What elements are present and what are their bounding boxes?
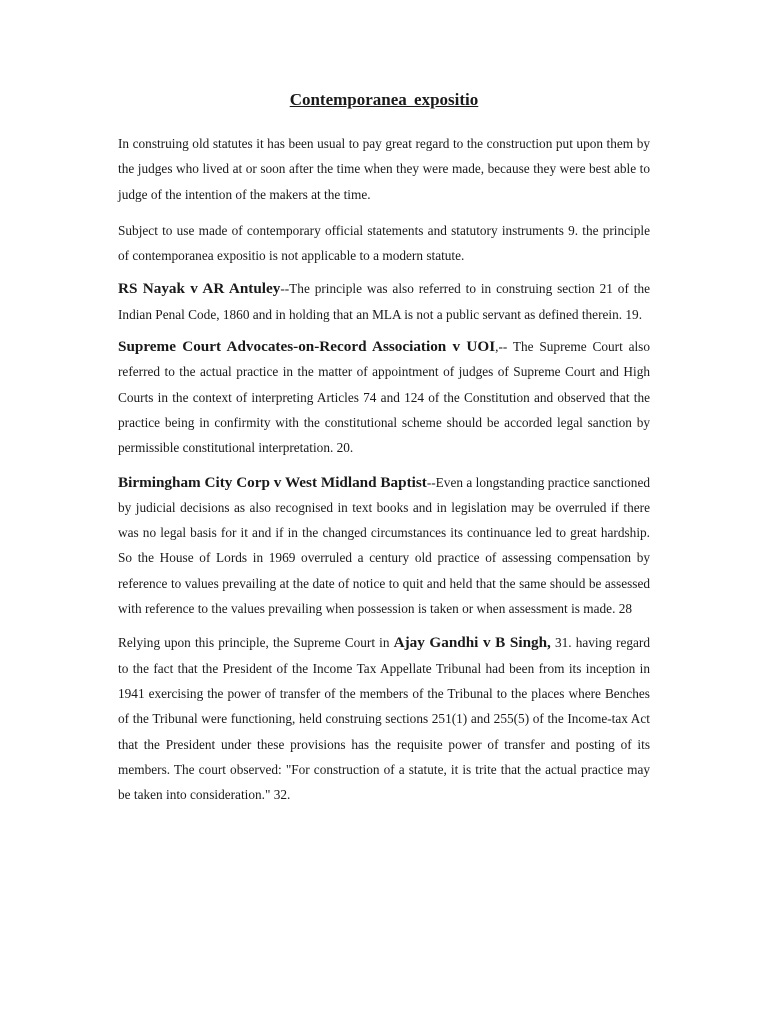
paragraph-case-ajay-gandhi [118, 630, 650, 807]
paragraph-text: 31. having regard to the fact that the President of the Income Tax Appellate Tribunal had been from its inception in 1941 exercising the power of transfer of the members of the Tribunal to the places where Benches of the Tribunal were functioning, held construing sections 251(1) and 255(5) of the Income-tax Act that the President under these provisions has the requisite power of transfer and posting of its members. The court observed: "For construction of a statute, it is trite that the actual practice may be taken into consideration." 32. [118, 635, 650, 803]
paragraph-intro [118, 131, 650, 207]
case-name: Supreme Court Advocates-on-Record Association v UOI [118, 338, 496, 356]
paragraph-case-birmingham [118, 470, 650, 622]
paragraph-case-nayak [118, 276, 650, 327]
paragraph-case-advocates [118, 334, 650, 460]
paragraph-text: Subject to use made of contemporary official statements and statutory instruments 9. the principle of contemporanea expositio is not applicable to a modern statute. [118, 222, 650, 264]
paragraph-lead: Relying upon this principle, the Supreme Court in [118, 635, 394, 651]
paragraph-text: --Even a longstanding practice sanctioned by judicial decisions as also recognised in text books and in legislation may be overruled if there was no legal basis for it and if in the changed circumstances its continuance led to great hardship. So the House of Lords in 1969 overruled a century old practice of assessing compensation by reference to values prevailing at the date of notice to quit and held that the same should be assessed with reference to the values prevailing when possession is taken or when assessment is made. 28 [118, 474, 651, 617]
paragraph-text: In construing old statutes it has been usual to pay great regard to the construction put upon them by the judges who lived at or soon after the time when they were made, because they were best able to judge of the intention of the makers at the time. [118, 136, 650, 202]
case-name: RS Nayak v AR Antuley [118, 280, 281, 298]
case-name: Birmingham City Corp v West Midland Baptist [118, 473, 427, 491]
paragraph-subject [118, 218, 650, 269]
page-title: Contemporanea expositio [289, 90, 479, 109]
paragraph-text: --The principle was also referred to in construing section 21 of the Indian Penal Code, 1860 and in holding that an MLA is not a public servant as defined therein. 19. [118, 281, 650, 322]
case-name: Ajay Gandhi v B Singh, [393, 634, 551, 652]
document-page [118, 88, 650, 816]
paragraph-text: ,-- The Supreme Court also referred to the actual practice in the matter of appointment of judges of Supreme Court and High Courts in the context of interpreting Articles 74 and 124 of the Constitution and observed that the practice being in confirmity with the constitutional scheme should be accorded legal sanction by permissible constitutional interpretation. 20. [118, 339, 651, 456]
